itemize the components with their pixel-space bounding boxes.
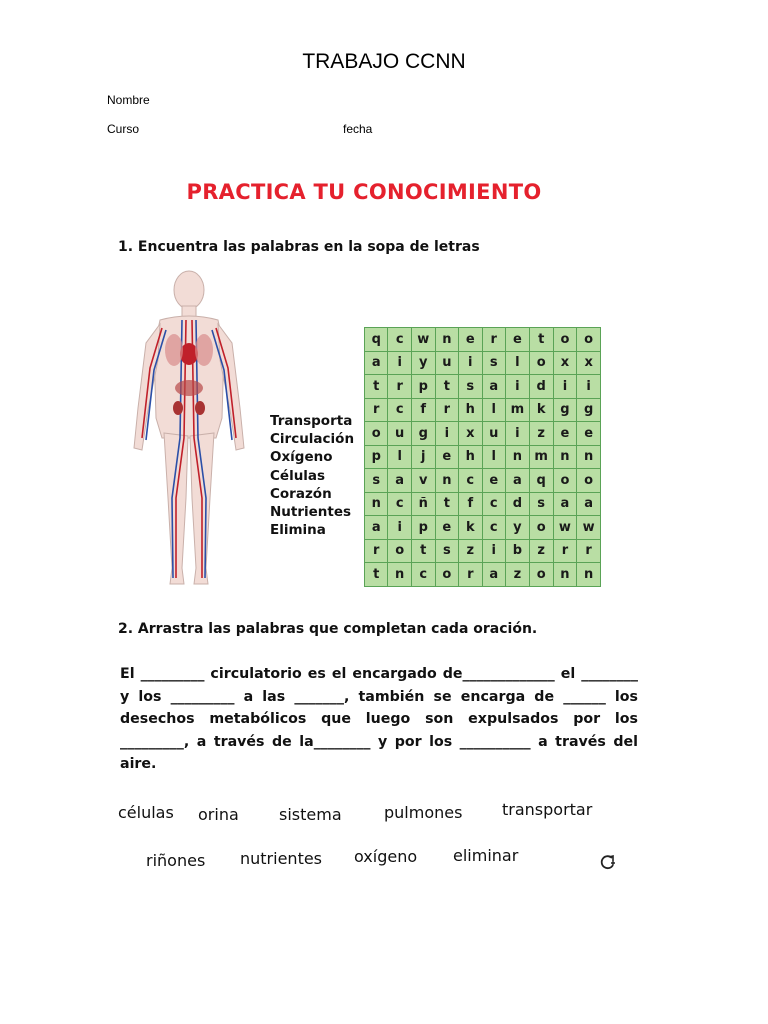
grid-cell[interactable]: z xyxy=(529,539,553,563)
grid-row xyxy=(365,398,601,422)
grid-cell[interactable]: i xyxy=(388,351,411,375)
grid-cell[interactable]: q xyxy=(365,328,388,352)
grid-cell[interactable]: i xyxy=(505,422,529,446)
word-tile-eliminar[interactable]: eliminar xyxy=(453,846,519,865)
grid-cell[interactable]: i xyxy=(435,422,458,446)
grid-cell[interactable]: x xyxy=(553,351,577,375)
grid-cell[interactable]: r xyxy=(482,328,505,352)
grid-cell[interactable]: e xyxy=(577,422,601,446)
grid-cell[interactable]: a xyxy=(577,492,601,516)
grid-cell[interactable]: s xyxy=(482,351,505,375)
grid-row xyxy=(365,516,601,540)
grid-cell[interactable]: c xyxy=(482,492,505,516)
grid-cell[interactable]: e xyxy=(435,516,458,540)
word-list-item: Transporta xyxy=(270,413,353,429)
grid-row xyxy=(365,351,601,375)
grid-cell[interactable]: e xyxy=(459,328,482,352)
grid-cell[interactable]: e xyxy=(553,422,577,446)
grid-row xyxy=(365,492,601,516)
grid-cell[interactable]: i xyxy=(577,375,601,399)
grid-row xyxy=(365,375,601,399)
word-list-item: Oxígeno xyxy=(270,449,333,466)
grid-cell[interactable]: i xyxy=(553,375,577,399)
grid-cell[interactable]: n xyxy=(577,563,601,587)
grid-cell[interactable]: r xyxy=(459,563,482,587)
grid-cell[interactable]: m xyxy=(529,445,553,469)
grid-cell[interactable]: l xyxy=(482,445,505,469)
word-list-item: Células xyxy=(270,467,326,484)
grid-cell[interactable]: c xyxy=(388,398,411,422)
grid-cell[interactable]: p xyxy=(365,445,388,469)
grid-cell[interactable]: k xyxy=(529,398,553,422)
word-list-item: Elimina xyxy=(270,522,326,539)
question-2-prompt: 2. Arrastra las palabras que completan cada oración. xyxy=(118,621,538,637)
grid-cell[interactable]: q xyxy=(529,469,553,493)
grid-cell[interactable]: l xyxy=(482,398,505,422)
word-tile-orina[interactable]: orina xyxy=(198,805,239,824)
grid-cell[interactable]: o xyxy=(529,516,553,540)
word-tile-rinones[interactable]: riñones xyxy=(146,851,206,870)
grid-cell[interactable]: c xyxy=(482,516,505,540)
grid-cell[interactable]: a xyxy=(505,469,529,493)
grid-cell[interactable]: a xyxy=(365,351,388,375)
grid-cell[interactable]: m xyxy=(505,398,529,422)
grid-cell[interactable]: a xyxy=(482,563,505,587)
grid-cell[interactable]: n xyxy=(435,469,458,493)
grid-cell[interactable]: o xyxy=(388,539,411,563)
grid-cell[interactable]: e xyxy=(482,469,505,493)
grid-cell[interactable]: b xyxy=(505,539,529,563)
grid-cell[interactable]: d xyxy=(529,375,553,399)
grid-row xyxy=(365,539,601,563)
grid-cell[interactable]: h xyxy=(459,445,482,469)
grid-cell[interactable]: x xyxy=(459,422,482,446)
grid-cell[interactable]: i xyxy=(388,516,411,540)
word-list-item: Nutrientes xyxy=(270,504,352,521)
grid-cell[interactable]: a xyxy=(482,375,505,399)
grid-cell[interactable]: a xyxy=(365,516,388,540)
reset-icon[interactable] xyxy=(598,852,618,872)
grid-cell[interactable]: p xyxy=(411,375,435,399)
grid-cell[interactable]: ñ xyxy=(411,492,435,516)
question-1-prompt: 1. Encuentra las palabras en la sopa de letras xyxy=(118,239,480,255)
grid-cell[interactable]: l xyxy=(388,445,411,469)
grid-cell[interactable]: c xyxy=(459,469,482,493)
grid-row xyxy=(365,563,601,587)
grid-cell[interactable]: s xyxy=(365,469,388,493)
word-tile-nutrientes[interactable]: nutrientes xyxy=(240,849,323,868)
grid-cell[interactable]: s xyxy=(435,539,458,563)
grid-cell[interactable]: u xyxy=(388,422,411,446)
grid-cell[interactable]: o xyxy=(577,328,601,352)
grid-cell[interactable]: h xyxy=(459,398,482,422)
grid-cell[interactable]: t xyxy=(529,328,553,352)
grid-cell[interactable]: o xyxy=(365,422,388,446)
grid-cell[interactable]: g xyxy=(577,398,601,422)
fill-in-paragraph: El _________ circulatorio es el encargado de_____________ el ________ y los _________ a las _______, también se encarga de ______ los desechos metabólicos que luego son expulsados por los _________, a través de la________ y por los __________ a través del aire. xyxy=(120,666,638,772)
grid-cell[interactable]: l xyxy=(505,351,529,375)
grid-cell[interactable]: o xyxy=(553,469,577,493)
grid-cell[interactable]: f xyxy=(411,398,435,422)
grid-cell[interactable]: c xyxy=(388,492,411,516)
nombre-label: Nombre xyxy=(107,93,150,107)
grid-cell[interactable]: n xyxy=(577,445,601,469)
grid-row xyxy=(365,469,601,493)
grid-cell[interactable]: r xyxy=(365,539,388,563)
grid-cell[interactable]: j xyxy=(411,445,435,469)
document-title: TRABAJO CCNN xyxy=(302,50,466,73)
grid-cell[interactable]: r xyxy=(388,375,411,399)
grid-cell[interactable]: s xyxy=(459,375,482,399)
grid-row xyxy=(365,445,601,469)
word-tile-pulmones[interactable]: pulmones xyxy=(384,803,463,822)
grid-cell[interactable]: z xyxy=(459,539,482,563)
grid-cell[interactable]: t xyxy=(411,539,435,563)
grid-cell[interactable]: i xyxy=(482,539,505,563)
grid-cell[interactable]: d xyxy=(505,492,529,516)
grid-cell[interactable]: n xyxy=(553,445,577,469)
circulatory-system-illustration xyxy=(126,268,252,588)
grid-cell[interactable]: x xyxy=(577,351,601,375)
grid-cell[interactable]: o xyxy=(435,563,458,587)
grid-cell[interactable]: w xyxy=(553,516,577,540)
grid-cell[interactable]: z xyxy=(505,563,529,587)
grid-cell[interactable]: f xyxy=(459,492,482,516)
grid-cell[interactable]: v xyxy=(411,469,435,493)
grid-cell[interactable]: n xyxy=(435,328,458,352)
word-tile-sistema[interactable]: sistema xyxy=(279,805,342,824)
grid-cell[interactable]: k xyxy=(459,516,482,540)
grid-cell[interactable]: a xyxy=(553,492,577,516)
grid-cell[interactable]: z xyxy=(529,422,553,446)
word-search-grid xyxy=(364,327,601,587)
word-tile-celulas[interactable]: células xyxy=(118,803,174,822)
grid-cell[interactable]: u xyxy=(435,351,458,375)
word-list xyxy=(270,412,354,539)
grid-row xyxy=(365,422,601,446)
grid-cell[interactable]: t xyxy=(435,375,458,399)
grid-cell[interactable]: i xyxy=(505,375,529,399)
grid-cell[interactable]: t xyxy=(365,375,388,399)
grid-cell[interactable]: g xyxy=(553,398,577,422)
grid-cell[interactable]: c xyxy=(411,563,435,587)
grid-cell[interactable]: s xyxy=(529,492,553,516)
word-list-item: Corazón xyxy=(270,485,332,502)
grid-cell[interactable]: i xyxy=(459,351,482,375)
grid-cell[interactable]: y xyxy=(411,351,435,375)
grid-cell[interactable]: p xyxy=(411,516,435,540)
grid-cell[interactable]: r xyxy=(577,539,601,563)
curso-label: Curso xyxy=(107,122,140,136)
grid-row xyxy=(365,328,601,352)
grid-cell[interactable]: o xyxy=(529,563,553,587)
grid-cell[interactable]: w xyxy=(577,516,601,540)
fecha-label: fecha xyxy=(343,122,373,136)
grid-cell[interactable]: o xyxy=(577,469,601,493)
word-tile-transportar[interactable]: transportar xyxy=(502,800,593,819)
word-tile-oxigeno[interactable]: oxígeno xyxy=(354,847,418,866)
grid-cell[interactable]: e xyxy=(505,328,529,352)
grid-cell[interactable]: n xyxy=(553,563,577,587)
grid-cell[interactable]: u xyxy=(482,422,505,446)
grid-cell[interactable]: o xyxy=(529,351,553,375)
grid-cell[interactable]: e xyxy=(435,445,458,469)
grid-cell[interactable]: o xyxy=(553,328,577,352)
grid-cell[interactable]: c xyxy=(388,328,411,352)
grid-cell[interactable]: r xyxy=(365,398,388,422)
section-heading: PRACTICA TU CONOCIMIENTO xyxy=(186,180,542,204)
grid-cell[interactable]: y xyxy=(505,516,529,540)
grid-cell[interactable]: r xyxy=(435,398,458,422)
word-list-item: Circulación xyxy=(270,431,355,448)
grid-cell[interactable]: n xyxy=(365,492,388,516)
grid-cell[interactable]: t xyxy=(435,492,458,516)
grid-cell[interactable]: g xyxy=(411,422,435,446)
grid-cell[interactable]: w xyxy=(411,328,435,352)
grid-cell[interactable]: r xyxy=(553,539,577,563)
grid-cell[interactable]: n xyxy=(505,445,529,469)
grid-cell[interactable]: t xyxy=(365,563,388,587)
grid-cell[interactable]: a xyxy=(388,469,411,493)
grid-cell[interactable]: n xyxy=(388,563,411,587)
